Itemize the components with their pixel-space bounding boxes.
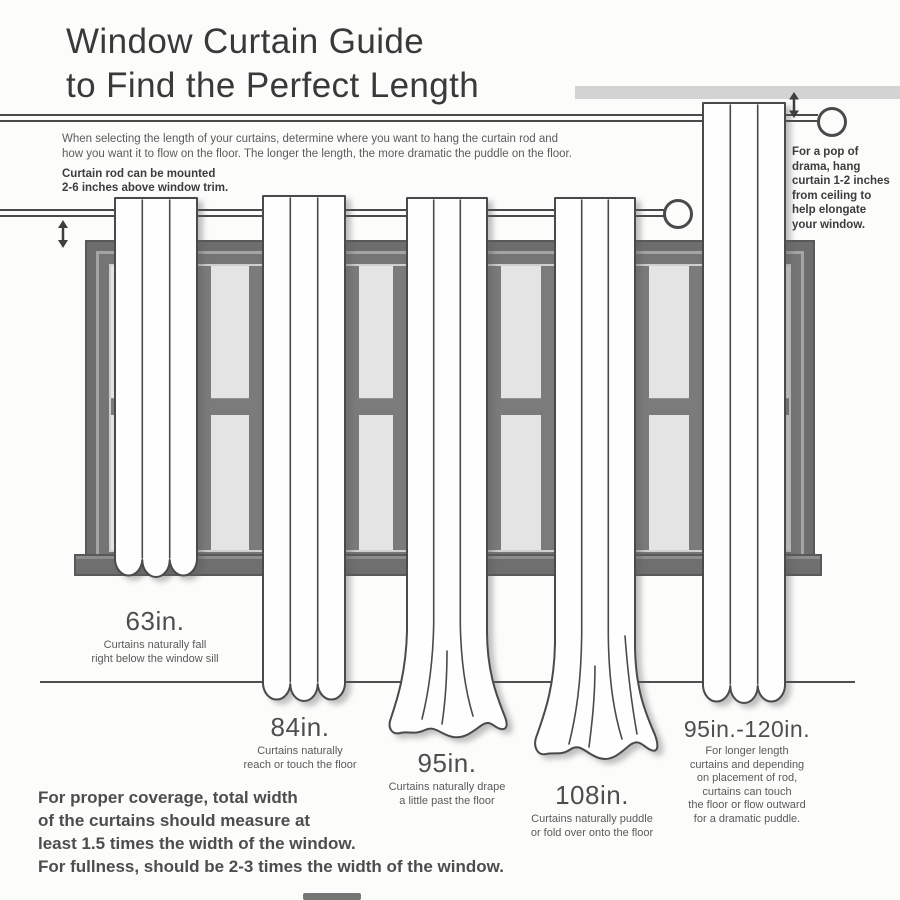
drama-note-line: help elongate: [792, 204, 867, 216]
drama-note-line: curtain 1-2 inches: [792, 175, 890, 187]
page-title-line2: to Find the Perfect Length: [66, 66, 480, 105]
length-value: 95in.: [417, 748, 477, 778]
decorative-gray-bar: [575, 86, 900, 99]
length-desc: For longer length curtains and depending on placement of rod, curtains can touch the floor or flow outward for a dramatic puddle.: [688, 745, 806, 825]
drama-note-line: from ceiling to: [792, 189, 872, 202]
curtain-95-120in: [698, 101, 790, 713]
length-value: 63in.: [125, 606, 185, 636]
curtain-rod-upper: [0, 114, 818, 122]
curtain-95in: [383, 196, 511, 754]
length-value: 108in.: [555, 780, 629, 810]
length-value: 95in.-120in.: [683, 716, 811, 742]
vertical-double-arrow-icon: [55, 220, 71, 248]
intro-line2: how you want it to flow on the floor. The longer the length, the more dramatic the puddle on the floor.: [62, 148, 572, 160]
coverage-note-line: least 1.5 times the width of the window.: [38, 834, 356, 853]
drama-note-line: drama, hang: [792, 160, 861, 173]
drama-note: [792, 145, 900, 232]
length-desc: Curtains naturally fall right below the window sill: [91, 639, 219, 665]
curtain-63in: [110, 196, 202, 586]
length-label-95-120in: [647, 716, 847, 826]
curtain-84in: [258, 194, 350, 709]
drama-note-line: For a pop of: [792, 146, 859, 158]
length-desc: Curtains naturally reach or touch the floor: [243, 745, 357, 771]
length-desc: Curtains naturally drape a little past the floor: [388, 781, 506, 807]
intro-text: [62, 132, 572, 162]
length-label-63in: [55, 606, 255, 666]
coverage-note: [38, 786, 504, 878]
bottom-edge-mark: [303, 893, 361, 900]
coverage-note-line: For proper coverage, total width: [38, 788, 298, 807]
rod-finial-lower: [663, 199, 693, 229]
rod-mounting-note: [62, 167, 228, 195]
drama-note-line: your window.: [792, 218, 866, 231]
length-value: 84in.: [270, 712, 330, 742]
intro-line1: When selecting the length of your curtains, determine where you want to hang the curtain rod and: [62, 133, 559, 145]
rod-note-line1: Curtain rod can be mounted: [62, 168, 216, 180]
curtain-108in: [528, 196, 662, 776]
page-title: [66, 20, 479, 108]
rod-note-line2: 2-6 inches above window trim.: [62, 182, 229, 194]
page-title-line1: Window Curtain Guide: [66, 22, 425, 61]
coverage-note-line: For fullness, should be 2-3 times the width of the window.: [38, 857, 504, 876]
coverage-note-line: of the curtains should measure at: [38, 811, 311, 830]
vertical-double-arrow-icon: [786, 92, 802, 118]
rod-finial-upper: [817, 107, 847, 137]
length-desc: Curtains naturally puddle or fold over onto the floor: [530, 813, 654, 839]
